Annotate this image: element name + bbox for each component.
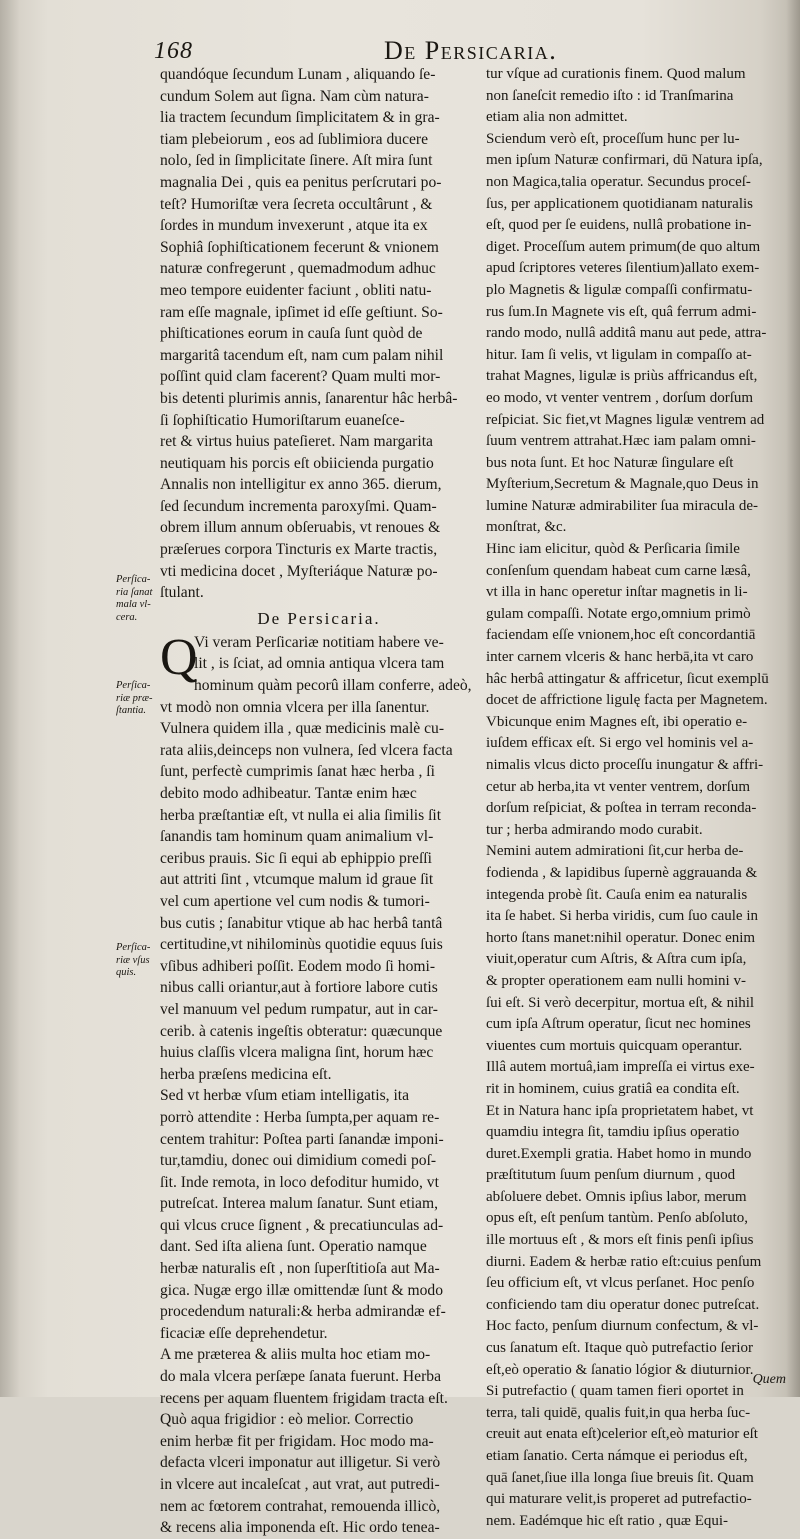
- marginal-note-2: Perſica-riæ præ-ſtantia.: [116, 680, 153, 716]
- text-line: nibus calli oriantur,aut à fortiore labore cutis: [160, 979, 438, 997]
- text-line: Vi veram Perſicariæ notitiam habere ve-: [194, 633, 444, 651]
- text-line: cundum Solem aut ſigna. Nam cùm natura-: [160, 87, 429, 105]
- text-line: bus nota ſunt. Et hoc Naturæ ſingulare eſt: [486, 454, 734, 471]
- text-line: etiam alia non admittet.: [486, 109, 628, 126]
- left-paragraphs: [160, 64, 478, 604]
- text-line: vel cum apertione vel cum nodis & tumori-: [160, 892, 430, 910]
- text-line: eſt,eò operatio & ſanatio lógior & diuturnior.: [486, 1361, 754, 1378]
- text-line: viuit,operatur cum Aſtris, & Aſtra cum ipſa,: [486, 951, 747, 968]
- text-line: bis detenti plurimis annis, ſanarentur hâc herbâ-: [160, 389, 458, 407]
- text-line: debito modo adhibeatur. Tantæ enim hæc: [160, 785, 417, 802]
- text-line: quandóque ſecundum Lunam , aliquando ſe-: [160, 66, 436, 83]
- text-line: certitudine,vt nihilominùs quotidie equus ſuis: [160, 936, 443, 954]
- text-line: Vulnera quidem illa , quæ medicinis malè cu-: [160, 720, 445, 738]
- text-line: procedendum naturali:& herba admirandæ ef-: [160, 1303, 446, 1321]
- text-line: ſordes in mundum invexerunt , atque ita ex: [160, 217, 428, 235]
- text-line: monſtrat, &c.: [486, 519, 567, 536]
- text-line: vt illa in hanc operetur inſtar magnetis in li-: [486, 584, 748, 601]
- text-line: tur ; herba admirando modo curabit.: [486, 821, 703, 838]
- text-line: Vbicunque enim Magnes eſt, ibi operatio e-: [486, 713, 748, 730]
- text-line: rit in hominem, cuius gratiâ ea condita eſt.: [486, 1080, 740, 1097]
- right-paragraphs: [486, 64, 786, 1532]
- text-line: Sciendum verò eſt, proceſſum hunc per lu-: [486, 130, 740, 147]
- text-line: naturæ confregerunt , quemadmodum adhuc: [160, 260, 436, 278]
- text-line: do mala vlcera perſæpe ſanata fuerunt. Herba: [160, 1368, 441, 1386]
- text-line: iuſdem efficax eſt. Si ergo vel hominis vel a-: [486, 735, 754, 752]
- text-line: ſui eſt. Si verò decerpitur, mortua eſt, & nihil: [486, 994, 755, 1011]
- text-line: ficaciæ eſſe deprehendetur.: [160, 1324, 328, 1342]
- text-line: phiſticationes eorum in cauſa ſunt quòd de: [160, 325, 423, 343]
- text-line: quamdiu integra ſit, tamdiu ipſius operatio: [486, 1124, 740, 1141]
- text-line: poſſint quid clam facerent? Quam multi mor-: [160, 368, 441, 386]
- text-line: docet de affrictione ligulę facta per Magnetem.: [486, 692, 768, 709]
- text-line: in vlcere aut incaleſcat , aut vrat, aut putredi-: [160, 1476, 440, 1493]
- text-line: opus eſt, eſt penſum tantùm. Penſo abſoluto,: [486, 1210, 749, 1227]
- text-line: hâc herbâ attingatur & affricetur, ſicut exemplū: [486, 670, 769, 687]
- text-line: & recens alia imponenda eſt. Hic ordo tenea-: [160, 1519, 440, 1537]
- text-line: ſus, per applicationem quotidianam naturalis: [486, 195, 754, 212]
- text-line: cum ipſa Aſtrum operatur, ſicut nec homines: [486, 1016, 751, 1033]
- text-line: rus ſum.In Magnete vis eſt, quâ ferrum admi-: [486, 303, 757, 320]
- text-line: reſpiciat. Sic fiet,vt Magnes ligulæ ventrem ad: [486, 411, 765, 428]
- text-line: putreſcat. Interea malum ſanatur. Sunt etiam,: [160, 1195, 438, 1213]
- text-line: ſanandis tam hominum quam animalium vl-: [160, 828, 434, 846]
- catchword: Quem: [752, 1372, 786, 1387]
- text-line: integenda probè ſit. Cauſa enim ea naturalis: [486, 886, 748, 903]
- text-line: trahat Magnes, ligulæ is priùs affricandus eſt,: [486, 368, 758, 385]
- page-edge-shadow: [786, 0, 800, 1397]
- drop-cap: Q: [160, 628, 198, 686]
- text-line: dant. Sed iſta aliena ſunt. Operatio namque: [160, 1238, 427, 1256]
- text-line: margaritâ tacendum eſt, nam cum palam nihil: [160, 346, 444, 364]
- text-line: vti medicina docet , Myſteriáque Naturæ po-: [160, 562, 438, 580]
- text-line: nem ac fœtorem contrahat, remouenda illicò,: [160, 1497, 441, 1515]
- text-line: herba præſens medicina eſt.: [160, 1065, 332, 1083]
- text-line: faciendam eſſe vnionem,hoc eſt concordantiā: [486, 627, 756, 644]
- text-line: cus ſanatum eſt. Itaque quò putrefactio ſerior: [486, 1340, 753, 1357]
- text-line: Annalis non intelligitur ex anno 365. dierum,: [160, 476, 442, 494]
- text-line: porrò attendite : Herba ſumpta,per aquam re-: [160, 1108, 440, 1126]
- text-line: nimalis vlcus dicto proceſſu inungatur & affri-: [486, 757, 764, 773]
- text-line: eo modo, vt venter ventrem , dorſum dorſum: [486, 389, 754, 406]
- text-line: A me præterea & aliis multa hoc etiam mo-: [160, 1346, 431, 1364]
- text-line: meo tempore euidenter faciunt , obliti natu-: [160, 281, 432, 299]
- text-line: terra, tali quidē, qualis fuit,in qua herba ſuc-: [486, 1404, 751, 1421]
- text-line: ſtulant.: [160, 584, 204, 602]
- text-line: Myſterium,Secretum & Magnale,quo Deus in: [486, 476, 759, 493]
- text-line: lumine Naturæ admirabiliter ſua miracula de-: [486, 497, 758, 514]
- text-line: defacta vlceri imponatur aut illigetur. Si verò: [160, 1454, 441, 1472]
- marginal-note-1: Perſica-ria ſanat mala vl-cera.: [116, 574, 153, 623]
- page-number: 168: [154, 38, 193, 64]
- text-line: rando modo, nullâ additâ manu aut pede, attra-: [486, 325, 767, 342]
- text-line: teſt? Humoriſtæ vera ſecreta occultârunt , &: [160, 195, 433, 213]
- text-line: præſerues corpora Tincturis ex Marte tractis,: [160, 541, 438, 559]
- text-line: rata aliis,deinceps non vulnera, ſed vlcera facta: [160, 741, 453, 759]
- text-line: ille mortuus eſt , & mors eſt finis penſi ipſius: [486, 1232, 754, 1249]
- text-line: ita ſe habet. Si herba viridis, cum ſuo caule in: [486, 908, 759, 925]
- section-body: [160, 628, 478, 1539]
- text-line: quā ſanet,ſiue illa longa ſiue breuis ſit. Quam: [486, 1469, 754, 1486]
- text-line: horto ſtans manet:nihil operatur. Donec enim: [486, 929, 756, 946]
- text-line: men ipſum Naturæ confirmari, dū Natura ipſa,: [486, 152, 763, 169]
- text-line: conficiendo tam diu operatur donec putreſcat.: [486, 1296, 760, 1313]
- text-line: recens per aquam fluentem frigidam tracta eſt.: [160, 1389, 448, 1407]
- text-line: creuit aut enata eſt)celerior eſt,eò maturior eſt: [486, 1426, 758, 1443]
- text-line: ret & virtus huius pateſieret. Nam margarita: [160, 433, 433, 451]
- text-line: enim herbæ fit per frigidam. Hoc modo ma-: [160, 1432, 434, 1450]
- text-line: tur,tamdiu, donec oui dimidium comedi poſ-: [160, 1152, 437, 1170]
- text-line: neutiquam his porcis eſt obiicienda purgatio: [160, 454, 434, 472]
- text-line: fodienda , & lapidibus ſupernè aggrauanda &: [486, 864, 758, 881]
- right-column: [486, 64, 786, 1532]
- text-line: lia tractem ſecundum ſimplicitatem & in gra-: [160, 109, 440, 127]
- section-heading: De Persicaria.: [257, 608, 381, 628]
- text-line: bus cutis ; ſanabitur vtique ab hac herbâ tantâ: [160, 914, 443, 932]
- running-title: De Persicaria.: [384, 36, 558, 65]
- text-line: qui vlcus cruce ſignent , & precatiunculas ad-: [160, 1216, 444, 1234]
- text-line: ram eſſe magnale, ipſimet id eſſe geſtiunt. So-: [160, 303, 443, 321]
- text-line: Sophiâ ſophiſticationem fecerunt & vnionem: [160, 238, 439, 256]
- text-line: ſi ſophiſticatio Humoriſtarum euaneſce-: [160, 411, 405, 429]
- text-line: Hinc iam elicitur, quòd & Perſicaria ſimile: [486, 541, 740, 558]
- text-line: Illâ autem mortuâ,iam impreſſa ei virtus exe-: [486, 1059, 755, 1076]
- text-line: cerib. à catenis ingeſtis obteratur: quæcunque: [160, 1022, 443, 1040]
- text-line: non Magica,talia operatur. Secundus proceſ-: [486, 173, 751, 190]
- text-line: ſeu officium eſt, vt vlcus perſanet. Hoc penſo: [486, 1275, 755, 1292]
- text-line: tur vſque ad curationis finem. Quod malum: [486, 66, 746, 82]
- text-line: centem trahitur: Poſtea parti ſanandæ imponi-: [160, 1130, 444, 1148]
- text-line: ſit. Inde remota, in loco defoditur humido, vt: [160, 1173, 439, 1191]
- text-line: conſenſum quendam habeat cum carne læsâ,: [486, 562, 751, 579]
- text-line: hitur. Iam ſi velis, vt ligulam in compaſſo at-: [486, 346, 752, 363]
- text-line: diurni. Eadem & herbæ ratio eſt:cuius penſum: [486, 1253, 762, 1270]
- text-line: gulam compaſſi. Notate ergo,omnium primò: [486, 605, 751, 622]
- text-line: qui maturare velit,is properet ad putrefactio-: [486, 1491, 752, 1508]
- text-line: ſunt, perfectè cumprimis ſanat hæc herba , ſi: [160, 763, 435, 781]
- text-line: vt modò non omnia vlcera per illa ſanentur.: [160, 698, 430, 716]
- text-line: cetur ab herba,ita vt venter ventrem, dorſum: [486, 778, 751, 795]
- text-line: Et in Natura hanc ipſa proprietatem habet, vt: [486, 1102, 754, 1119]
- text-line: Quò aqua frigidior : eò melior. Correctio: [160, 1411, 414, 1429]
- text-line: Nemini autem admirationi ſit,cur herba de-: [486, 843, 744, 860]
- text-line: duret.Exempli gratia. Habet homo in mundo: [486, 1145, 752, 1162]
- text-line: non ſaneſcit remedio iſto : id Tranſmarina: [486, 87, 734, 104]
- text-line: herba præſtantiæ eſt, vt nulla ei alia ſimilis ſit: [160, 806, 442, 824]
- text-line: præſtitutum ſuum penſum diurnum , quod: [486, 1167, 736, 1184]
- text-line: nolo, ſed in ſimplicitate ſinere. Aſt mira ſunt: [160, 152, 433, 170]
- text-line: apud ſcriptores veteres ſilentium)allato exem-: [486, 260, 760, 277]
- text-line: diget. Proceſſum autem primum(de quo altum: [486, 238, 761, 255]
- text-line: ſed ſecundum incrementa paroxyſmi. Quam-: [160, 497, 437, 515]
- text-line: huius claſſis vlcera maligna ſint, horum hæc: [160, 1044, 434, 1062]
- text-line: inter carnem vlceris & hanc herbā,ita vt caro: [486, 649, 754, 666]
- text-line: Hoc facto, penſum diurnum confectum, & vl-: [486, 1318, 759, 1335]
- text-line: obrem illum annum obſeruabis, vt renoues &: [160, 519, 441, 537]
- text-line: herbæ naturalis eſt , non ſuperſtitioſa aut Ma-: [160, 1260, 440, 1278]
- text-line: vſibus adhiberi poſſit. Eodem modo ſi homi-: [160, 957, 436, 975]
- text-line: Sed vt herbæ vſum etiam intelligatis, ita: [160, 1087, 410, 1105]
- text-line: eſt, quod per ſe euidens, nullâ probatione in-: [486, 217, 752, 234]
- page-gutter-shadow: [0, 0, 20, 1397]
- text-line: magnalia Dei , quis ea penitus perſcrutari po-: [160, 173, 442, 191]
- text-line: abſoluere debet. Omnis ipſius labor, merum: [486, 1188, 747, 1205]
- text-line: Si putrefactio ( quam tamen fieri oportet in: [486, 1383, 744, 1400]
- text-line: nem. Eadémque hic eſt ratio , quæ Equi-: [486, 1512, 729, 1529]
- text-line: lit , is ſciat, ad omnia antiqua vlcera tam: [194, 655, 445, 673]
- text-line: gica. Nugæ ergo illæ omittendæ ſunt & modo: [160, 1281, 443, 1299]
- text-line: tiam plebeiorum , eos ad ſublimiora ducere: [160, 130, 429, 148]
- text-line: vel manuum vel pedum rumpatur, aut in car-: [160, 1000, 438, 1018]
- text-line: viuentes cum mortuis quicquam operantur.: [486, 1037, 743, 1054]
- text-line: plo Magnetis & ligulæ compaſſi confirmatu-: [486, 281, 753, 298]
- text-line: & propter operationem eam nulli homini v-: [486, 972, 746, 989]
- text-line: dorſum reſpiciat, & poſtea in terram reconda-: [486, 800, 757, 817]
- left-column: [160, 64, 478, 1539]
- marginal-note-3: Perſica-riæ vſus quis.: [116, 942, 151, 978]
- text-line: etiam ſanatio. Certa námque ei periodus eſt,: [486, 1448, 748, 1464]
- text-line: ceribus prauis. Sic ſi equi ab ephippio preſſi: [160, 849, 432, 867]
- text-line: aut attriti ſint , vtcumque malum id graue ſit: [160, 871, 434, 889]
- text-line: ſuum ventrem attrahat.Hæc iam palam omni-: [486, 433, 756, 450]
- text-line: hominum quàm pecorû illam conferre, adeò,: [194, 677, 472, 695]
